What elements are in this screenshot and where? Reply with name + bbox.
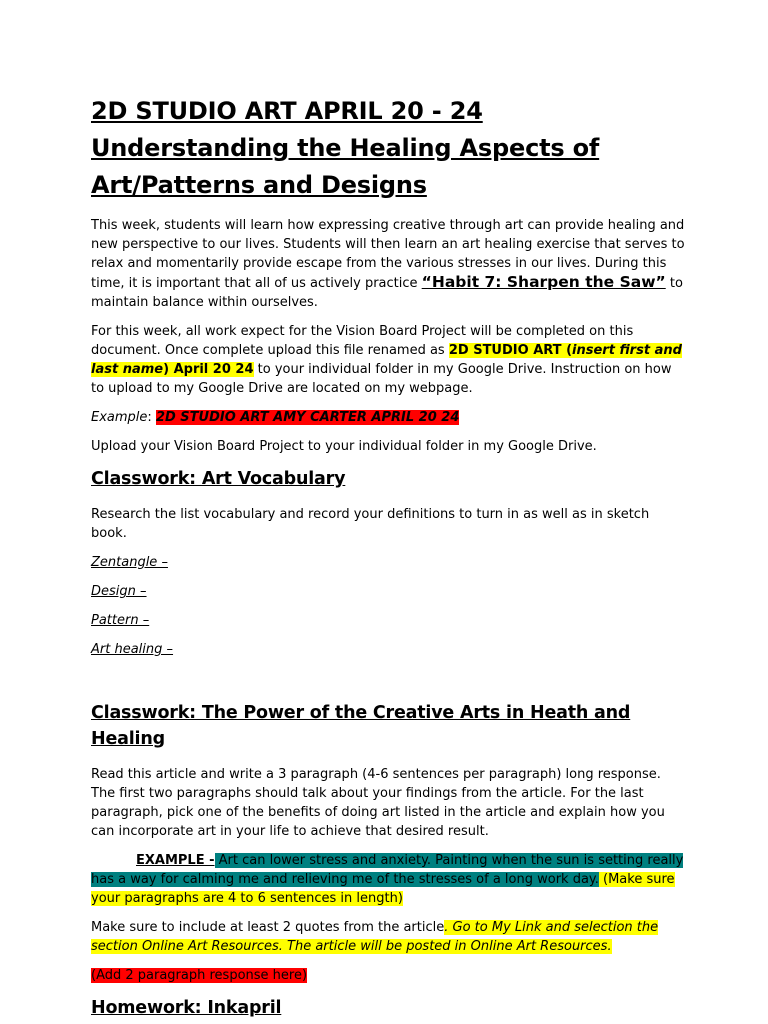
response-area[interactable] — [91, 966, 688, 985]
upload-text-1: For this week, all work expect for the Vision Board Project will be completed on this document. Once complete upload this file renamed as — [91, 324, 634, 358]
upload-text-2: to your individual folder in my Google Drive. Instruction on how to upload to my Google Drive are located on my webpage. — [91, 362, 672, 396]
intro-tail: to maintain balance within ourselves. — [91, 276, 683, 310]
vision-board-instruction: Upload your Vision Board Project to your individual folder in my Google Drive. — [91, 439, 597, 454]
document-title: 2D STUDIO ART APRIL 20 - 24 Understanding the Healing Aspects of Art/Patterns and Designs — [91, 97, 600, 199]
intro-paragraph — [91, 216, 688, 312]
filename-part-b: insert first and last name — [91, 343, 682, 377]
vocab-term-zentangle: Zentangle – — [91, 555, 168, 570]
vocab-term-design: Design – — [91, 584, 147, 599]
article-instruction: Read this article and write a 3 paragraph (4-6 sentences per paragraph) long response. The first two paragraphs should talk about your findings from the article. For the last paragraph, pick one of the benefits of doing art listed in the article and explain how you can incorporate art in your life to achieve that desired result. — [91, 767, 665, 839]
example-colon: : — [147, 410, 152, 425]
example-response-label: EXAMPLE - — [136, 853, 215, 868]
section-creative-arts-heading: Classwork: The Power of the Creative Arts in Heath and Healing — [91, 703, 631, 749]
vocabulary-instruction: Research the list vocabulary and record your definitions to turn in as well as in sketch book. — [91, 507, 650, 541]
example-filename: 2D STUDIO ART AMY CARTER APRIL 20 24 — [155, 410, 460, 425]
quotes-text: Make sure to include at least 2 quotes from the article — [91, 920, 445, 935]
section-art-vocabulary-heading: Classwork: Art Vocabulary — [91, 469, 346, 489]
example-response — [91, 851, 688, 908]
filename-part-c: ) April 20 24 — [163, 362, 254, 377]
example-response-note: (Make sure your paragraphs are 4 to 6 sentences in length) — [91, 872, 675, 906]
vocab-term-art-healing: Art healing – — [91, 642, 174, 657]
response-placeholder: (Add 2 paragraph response here) — [91, 968, 308, 983]
section-homework-heading: Homework: Inkapril — [91, 998, 282, 1018]
habit-7-link[interactable]: “Habit 7: Sharpen the Saw” — [421, 273, 666, 291]
example-response-text: Art can lower stress and anxiety. Painting when the sun is setting really has a way for calming me and relieving me of the stresses of a long work day. — [91, 853, 684, 887]
upload-paragraph — [91, 322, 688, 398]
online-art-resources-note[interactable]: . Go to My Link and selection the section Online Art Resources. The article will be posted in Online Art Resources. — [91, 920, 659, 954]
intro-text: This week, students will learn how expressing creative through art can provide healing and new perspective to our lives. Students will then learn an art healing exercise that serves to relax and momentarily provide escape from the various stresses in our lives. During this time, it is important that all of us actively practice — [91, 218, 685, 291]
example-label: Example — [91, 410, 148, 425]
example-line — [91, 408, 688, 427]
quotes-instruction — [91, 918, 688, 956]
filename-part-a: 2D STUDIO ART ( — [448, 343, 573, 358]
vocab-term-pattern: Pattern – — [91, 613, 150, 628]
